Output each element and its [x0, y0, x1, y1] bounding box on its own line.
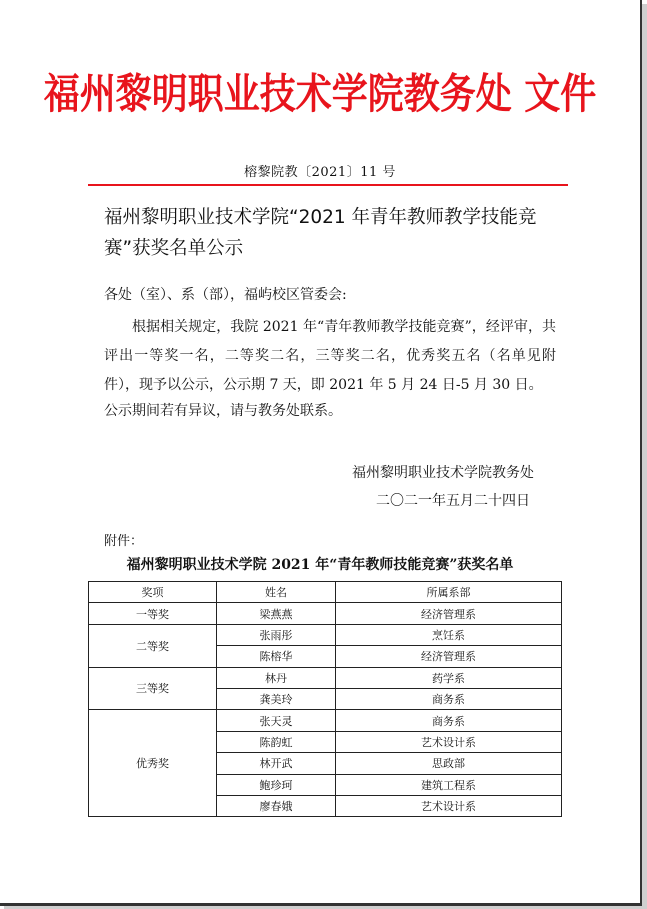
award-cell: 优秀奖: [89, 710, 217, 817]
dept-cell: 经济管理系: [336, 646, 562, 667]
name-cell: 林开武: [217, 753, 336, 774]
name-cell: 张天灵: [217, 710, 336, 731]
award-cell: 三等奖: [89, 667, 217, 710]
dept-cell: 商务系: [336, 710, 562, 731]
awards-table: [88, 581, 562, 817]
document-title: 福州黎明职业技术学院“2021 年青年教师教学技能竞赛”获奖名单公示: [104, 207, 537, 259]
document-header-title: 福州黎明职业技术学院教务处 文件: [43, 71, 597, 119]
column-header-dept: 所属系部: [336, 582, 562, 603]
name-cell: 林丹: [217, 667, 336, 688]
name-cell: 鲍珍珂: [217, 774, 336, 795]
name-cell: 张雨彤: [217, 624, 336, 645]
column-header-name: 姓名: [217, 582, 336, 603]
column-header-award: 奖项: [89, 582, 217, 603]
dept-cell: 烹饪系: [336, 624, 562, 645]
dept-cell: 商务系: [336, 688, 562, 709]
award-cell: 二等奖: [89, 624, 217, 667]
dept-cell: 艺术设计系: [336, 795, 562, 816]
closing-paragraph: 公示期间若有异议，请与教务处联系。: [104, 403, 342, 419]
table-row: [89, 710, 562, 731]
table-row: [89, 603, 562, 624]
name-cell: 陈韵虹: [217, 731, 336, 752]
table-row: [89, 624, 562, 645]
body-paragraph: 根据相关规定，我院 2021 年“青年教师教学技能竞赛”，经评审，共评出一等奖一名，二等奖二名，三等奖二名，优秀奖五名（名单见附件），现予以公示，公示期 7 天，即 2021 年 5 月 24 日-5 月 30 日。: [104, 319, 556, 393]
dept-cell: 建筑工程系: [336, 774, 562, 795]
table-title: 福州黎明职业技术学院 2021 年“青年教师技能竞赛”获奖名单: [126, 557, 514, 573]
issue-date: 二〇二一年五月二十四日: [376, 493, 530, 509]
dept-cell: 药学系: [336, 667, 562, 688]
header-divider: [88, 184, 568, 186]
salutation: 各处（室）、系（部），福屿校区管委会:: [104, 287, 347, 303]
table-header-row: [89, 582, 562, 603]
dept-cell: 艺术设计系: [336, 731, 562, 752]
attachment-label: 附件：: [104, 534, 144, 549]
name-cell: 梁燕燕: [217, 603, 336, 624]
name-cell: 龚美玲: [217, 688, 336, 709]
issuer-signature: 福州黎明职业技术学院教务处: [352, 465, 534, 481]
award-cell: 一等奖: [89, 603, 217, 624]
dept-cell: 经济管理系: [336, 603, 562, 624]
page-shadow: [642, 4, 647, 909]
dept-cell: 思政部: [336, 753, 562, 774]
table-row: [89, 667, 562, 688]
document-number: 榕黎院教〔2021〕11 号: [244, 165, 396, 180]
name-cell: 陈榕华: [217, 646, 336, 667]
name-cell: 廖春娥: [217, 795, 336, 816]
